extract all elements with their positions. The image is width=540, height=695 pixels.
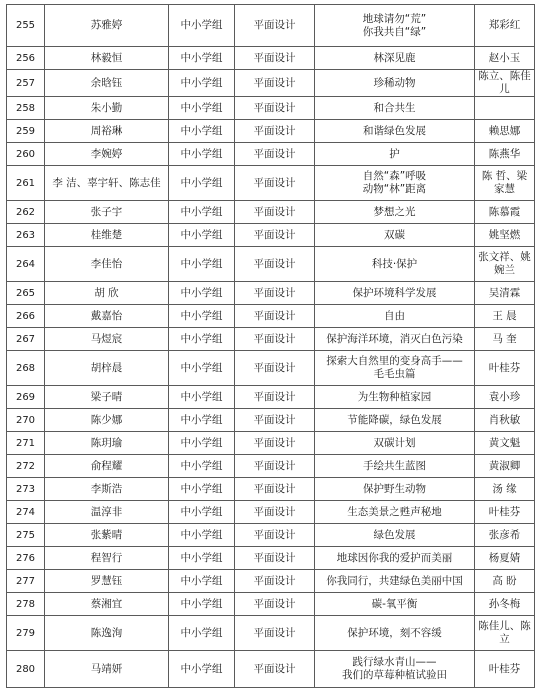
student-name-cell: 梁子晴 (45, 386, 169, 409)
category-cell: 平面设计 (235, 97, 315, 120)
work-title-cell: 探索大自然里的变身高手—— 毛毛虫篇 (315, 351, 475, 386)
student-name-cell: 陈玥瑜 (45, 432, 169, 455)
student-name-cell: 朱小勤 (45, 97, 169, 120)
table-row (7, 524, 535, 547)
group-cell: 中小学组 (169, 143, 235, 166)
student-name-cell: 陈逸洵 (45, 616, 169, 651)
student-name-cell: 苏雅婷 (45, 5, 169, 47)
teacher-cell: 黄文魁 (475, 432, 535, 455)
entry-number-cell: 274 (7, 501, 45, 524)
teacher-cell: 陈燕华 (475, 143, 535, 166)
table-row (7, 432, 535, 455)
entry-number-cell: 266 (7, 305, 45, 328)
group-cell: 中小学组 (169, 524, 235, 547)
work-title-cell: 践行绿水青山—— 我们的草莓种植试验田 (315, 651, 475, 688)
teacher-cell: 陈立、陈佳儿 (475, 70, 535, 97)
table-row (7, 616, 535, 651)
group-cell: 中小学组 (169, 501, 235, 524)
category-cell: 平面设计 (235, 247, 315, 282)
category-cell: 平面设计 (235, 524, 315, 547)
student-name-cell: 桂维楚 (45, 224, 169, 247)
category-cell: 平面设计 (235, 143, 315, 166)
teacher-cell: 张彦希 (475, 524, 535, 547)
student-name-cell: 马靖妍 (45, 651, 169, 688)
teacher-cell: 赖思娜 (475, 120, 535, 143)
table-row (7, 97, 535, 120)
category-cell: 平面设计 (235, 120, 315, 143)
work-title-cell: 保护环境，刻不容缓 (315, 616, 475, 651)
entry-number-cell: 259 (7, 120, 45, 143)
work-title-cell: 地球请勿“荒” 你我共自“绿” (315, 5, 475, 47)
student-name-cell: 李斯浩 (45, 478, 169, 501)
entry-number-cell: 258 (7, 97, 45, 120)
entry-number-cell: 271 (7, 432, 45, 455)
group-cell: 中小学组 (169, 247, 235, 282)
teacher-cell: 叶桂芬 (475, 501, 535, 524)
table-row (7, 501, 535, 524)
work-title-cell: 保护环境科学发展 (315, 282, 475, 305)
table-row (7, 409, 535, 432)
category-cell: 平面设计 (235, 432, 315, 455)
student-name-cell: 李 洁、辜宇轩、陈志佳 (45, 166, 169, 201)
student-name-cell: 温淳非 (45, 501, 169, 524)
student-name-cell: 林毅恒 (45, 47, 169, 70)
table-row (7, 5, 535, 47)
entry-number-cell: 269 (7, 386, 45, 409)
category-cell: 平面设计 (235, 70, 315, 97)
teacher-cell: 姚坚燃 (475, 224, 535, 247)
category-cell: 平面设计 (235, 651, 315, 688)
work-title-cell: 护 (315, 143, 475, 166)
group-cell: 中小学组 (169, 201, 235, 224)
work-title-cell: 林深见鹿 (315, 47, 475, 70)
table-row (7, 455, 535, 478)
table-row (7, 47, 535, 70)
category-cell: 平面设计 (235, 47, 315, 70)
teacher-cell (475, 97, 535, 120)
table-row (7, 386, 535, 409)
entry-number-cell: 278 (7, 593, 45, 616)
student-name-cell: 李婉婷 (45, 143, 169, 166)
work-title-cell: 保护野生动物 (315, 478, 475, 501)
table-row (7, 247, 535, 282)
table-row (7, 328, 535, 351)
work-title-cell: 梦想之光 (315, 201, 475, 224)
entry-number-cell: 270 (7, 409, 45, 432)
table-row (7, 651, 535, 688)
entry-number-cell: 257 (7, 70, 45, 97)
entry-number-cell: 265 (7, 282, 45, 305)
group-cell: 中小学组 (169, 351, 235, 386)
entry-number-cell: 275 (7, 524, 45, 547)
table-row (7, 166, 535, 201)
group-cell: 中小学组 (169, 547, 235, 570)
group-cell: 中小学组 (169, 97, 235, 120)
teacher-cell: 吴清霖 (475, 282, 535, 305)
entry-number-cell: 264 (7, 247, 45, 282)
student-name-cell: 戴嘉怡 (45, 305, 169, 328)
student-name-cell: 张紫晴 (45, 524, 169, 547)
category-cell: 平面设计 (235, 409, 315, 432)
group-cell: 中小学组 (169, 409, 235, 432)
award-list-table (6, 4, 535, 688)
entry-number-cell: 262 (7, 201, 45, 224)
category-cell: 平面设计 (235, 570, 315, 593)
table-row (7, 570, 535, 593)
category-cell: 平面设计 (235, 616, 315, 651)
entry-number-cell: 273 (7, 478, 45, 501)
category-cell: 平面设计 (235, 305, 315, 328)
table-row (7, 120, 535, 143)
work-title-cell: 你我同行，共建绿色美丽中国 (315, 570, 475, 593)
work-title-cell: 和合共生 (315, 97, 475, 120)
table-row (7, 547, 535, 570)
group-cell: 中小学组 (169, 328, 235, 351)
table-row (7, 201, 535, 224)
group-cell: 中小学组 (169, 386, 235, 409)
entry-number-cell: 267 (7, 328, 45, 351)
teacher-cell: 陈 哲、梁家慧 (475, 166, 535, 201)
work-title-cell: 珍稀动物 (315, 70, 475, 97)
work-title-cell: 生态美景之甦声秘地 (315, 501, 475, 524)
teacher-cell: 孙冬梅 (475, 593, 535, 616)
work-title-cell: 手绘共生蓝图 (315, 455, 475, 478)
group-cell: 中小学组 (169, 47, 235, 70)
work-title-cell: 绿色发展 (315, 524, 475, 547)
teacher-cell: 陈佳儿、陈立 (475, 616, 535, 651)
student-name-cell: 马煜宸 (45, 328, 169, 351)
group-cell: 中小学组 (169, 120, 235, 143)
group-cell: 中小学组 (169, 432, 235, 455)
work-title-cell: 为生物种植家园 (315, 386, 475, 409)
group-cell: 中小学组 (169, 282, 235, 305)
table-row (7, 478, 535, 501)
category-cell: 平面设计 (235, 224, 315, 247)
teacher-cell: 叶桂芬 (475, 351, 535, 386)
table-body (7, 5, 535, 688)
entry-number-cell: 276 (7, 547, 45, 570)
group-cell: 中小学组 (169, 166, 235, 201)
teacher-cell: 郑彩红 (475, 5, 535, 47)
group-cell: 中小学组 (169, 478, 235, 501)
group-cell: 中小学组 (169, 593, 235, 616)
table-row (7, 351, 535, 386)
teacher-cell: 张文祥、姚婉兰 (475, 247, 535, 282)
work-title-cell: 碳-氧平衡 (315, 593, 475, 616)
teacher-cell: 马 奎 (475, 328, 535, 351)
work-title-cell: 保护海洋环境，消灭白色污染 (315, 328, 475, 351)
category-cell: 平面设计 (235, 478, 315, 501)
group-cell: 中小学组 (169, 305, 235, 328)
table-row (7, 282, 535, 305)
teacher-cell: 高 盼 (475, 570, 535, 593)
student-name-cell: 胡 欣 (45, 282, 169, 305)
entry-number-cell: 261 (7, 166, 45, 201)
entry-number-cell: 255 (7, 5, 45, 47)
teacher-cell: 王 晨 (475, 305, 535, 328)
work-title-cell: 节能降碳，绿色发展 (315, 409, 475, 432)
student-name-cell: 李佳怡 (45, 247, 169, 282)
group-cell: 中小学组 (169, 616, 235, 651)
work-title-cell: 科技·保护 (315, 247, 475, 282)
work-title-cell: 双碳 (315, 224, 475, 247)
table-row (7, 224, 535, 247)
category-cell: 平面设计 (235, 455, 315, 478)
group-cell: 中小学组 (169, 224, 235, 247)
teacher-cell: 汤 缘 (475, 478, 535, 501)
student-name-cell: 程智行 (45, 547, 169, 570)
category-cell: 平面设计 (235, 166, 315, 201)
entry-number-cell: 260 (7, 143, 45, 166)
work-title-cell: 双碳计划 (315, 432, 475, 455)
entry-number-cell: 280 (7, 651, 45, 688)
entry-number-cell: 268 (7, 351, 45, 386)
student-name-cell: 张子宇 (45, 201, 169, 224)
student-name-cell: 蔡湘宜 (45, 593, 169, 616)
category-cell: 平面设计 (235, 328, 315, 351)
teacher-cell: 叶桂芬 (475, 651, 535, 688)
teacher-cell: 黄淑卿 (475, 455, 535, 478)
work-title-cell: 和谐绿色发展 (315, 120, 475, 143)
category-cell: 平面设计 (235, 201, 315, 224)
teacher-cell: 肖秋敏 (475, 409, 535, 432)
table-row (7, 593, 535, 616)
entry-number-cell: 279 (7, 616, 45, 651)
teacher-cell: 杨夏婧 (475, 547, 535, 570)
table-row (7, 143, 535, 166)
student-name-cell: 周裕琳 (45, 120, 169, 143)
student-name-cell: 罗慧钰 (45, 570, 169, 593)
entry-number-cell: 263 (7, 224, 45, 247)
category-cell: 平面设计 (235, 351, 315, 386)
entry-number-cell: 272 (7, 455, 45, 478)
table-row (7, 70, 535, 97)
work-title-cell: 自然“森”呼吸 动物“林”距离 (315, 166, 475, 201)
teacher-cell: 袁小珍 (475, 386, 535, 409)
table-row (7, 305, 535, 328)
category-cell: 平面设计 (235, 501, 315, 524)
teacher-cell: 陈慕霞 (475, 201, 535, 224)
group-cell: 中小学组 (169, 5, 235, 47)
category-cell: 平面设计 (235, 5, 315, 47)
student-name-cell: 余晗钰 (45, 70, 169, 97)
category-cell: 平面设计 (235, 386, 315, 409)
work-title-cell: 地球因你我的爱护而美丽 (315, 547, 475, 570)
category-cell: 平面设计 (235, 593, 315, 616)
category-cell: 平面设计 (235, 547, 315, 570)
entry-number-cell: 277 (7, 570, 45, 593)
entry-number-cell: 256 (7, 47, 45, 70)
category-cell: 平面设计 (235, 282, 315, 305)
student-name-cell: 俞程耀 (45, 455, 169, 478)
work-title-cell: 自由 (315, 305, 475, 328)
student-name-cell: 陈少娜 (45, 409, 169, 432)
group-cell: 中小学组 (169, 455, 235, 478)
group-cell: 中小学组 (169, 570, 235, 593)
teacher-cell: 赵小玉 (475, 47, 535, 70)
group-cell: 中小学组 (169, 70, 235, 97)
group-cell: 中小学组 (169, 651, 235, 688)
student-name-cell: 胡梓晨 (45, 351, 169, 386)
